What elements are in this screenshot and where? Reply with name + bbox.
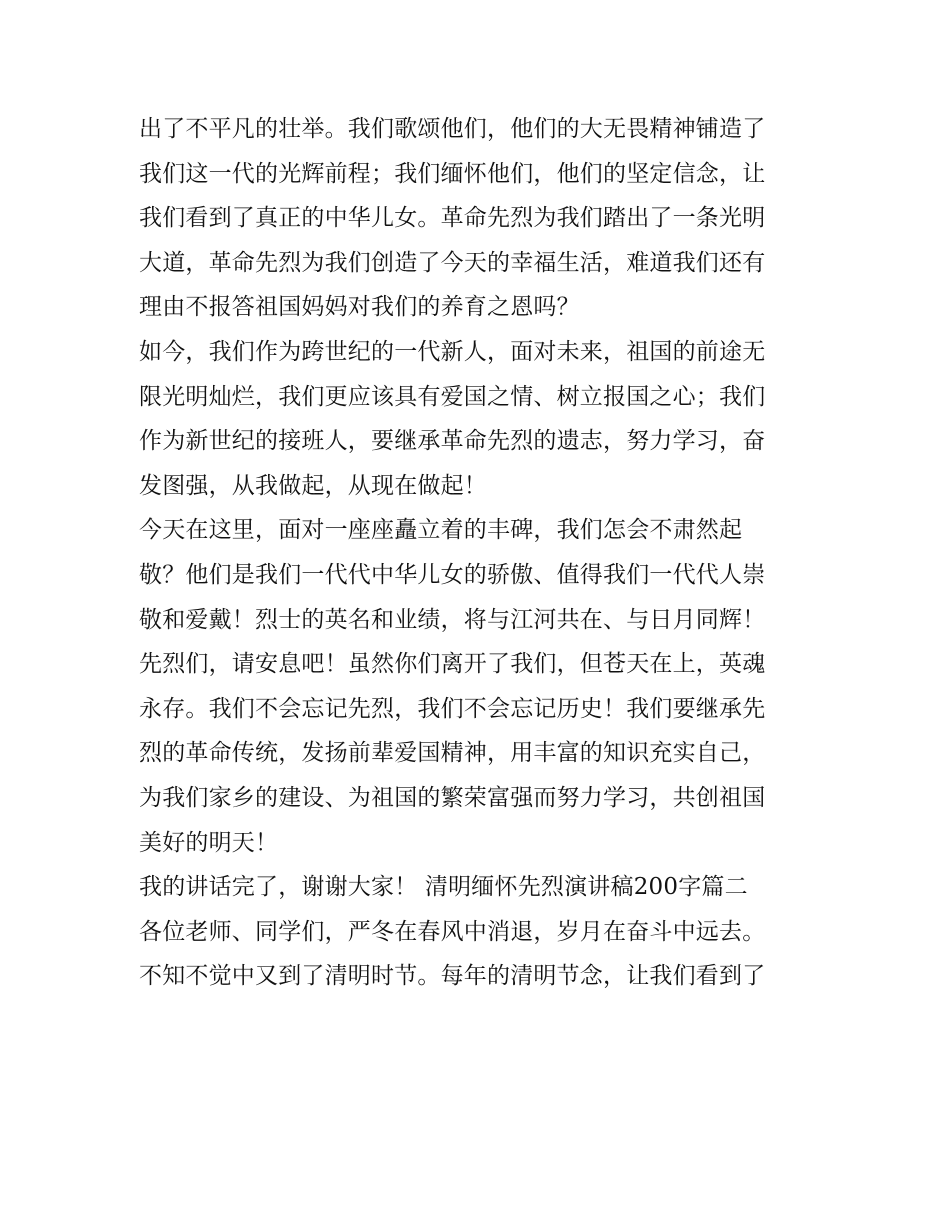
text-line: 出了不平凡的壮举。我们歌颂他们，他们的大无畏精神铺造了 bbox=[139, 116, 766, 142]
text-line: 为我们家乡的建设、为祖国的繁荣富强而努力学习，共创祖国 bbox=[139, 784, 766, 811]
text-line: 我的讲话完了，谢谢大家！ 清明缅怀先烈演讲稿200字篇二 bbox=[139, 874, 748, 901]
text-line: 如今，我们作为跨世纪的一代新人，面对未来，祖国的前途无 bbox=[139, 338, 766, 365]
text-line: 烈的革命传统，发扬前辈爱国精神，用丰富的知识充实自己， bbox=[139, 740, 766, 767]
text-line: 美好的明天！ bbox=[139, 829, 279, 856]
document-text-body bbox=[139, 107, 819, 999]
text-line: 限光明灿烂，我们更应该具有爱国之情、树立报国之心；我们 bbox=[139, 383, 766, 410]
text-line: 先烈们，请安息吧！虽然你们离开了我们，但苍天在上，英魂 bbox=[139, 651, 766, 678]
text-line: 各位老师、同学们，严冬在春风中消退，岁月在奋斗中远去。 bbox=[139, 918, 766, 945]
text-line: 我们看到了真正的中华儿女。革命先烈为我们踏出了一条光明 bbox=[139, 205, 766, 232]
text-line: 敬和爱戴！烈士的英名和业绩，将与江河共在、与日月同辉！ bbox=[139, 606, 766, 633]
text-line: 永存。我们不会忘记先烈，我们不会忘记历史！我们要继承先 bbox=[139, 695, 766, 722]
text-line: 理由不报答祖国妈妈对我们的养育之恩吗？ bbox=[139, 294, 580, 321]
text-line: 发图强，从我做起，从现在做起！ bbox=[139, 472, 487, 499]
text-line: 敬？他们是我们一代代中华儿女的骄傲、值得我们一代代人崇 bbox=[139, 561, 766, 588]
text-line: 不知不觉中又到了清明时节。每年的清明节念，让我们看到了 bbox=[139, 963, 766, 990]
text-line: 大道，革命先烈为我们创造了今天的幸福生活，难道我们还有 bbox=[139, 249, 766, 276]
text-line: 今天在这里，面对一座座矗立着的丰碑，我们怎会不肃然起 bbox=[139, 517, 743, 544]
text-line: 我们这一代的光辉前程；我们缅怀他们，他们的坚定信念，让 bbox=[139, 160, 766, 187]
text-line: 作为新世纪的接班人，要继承革命先烈的遗志，努力学习，奋 bbox=[139, 428, 766, 455]
